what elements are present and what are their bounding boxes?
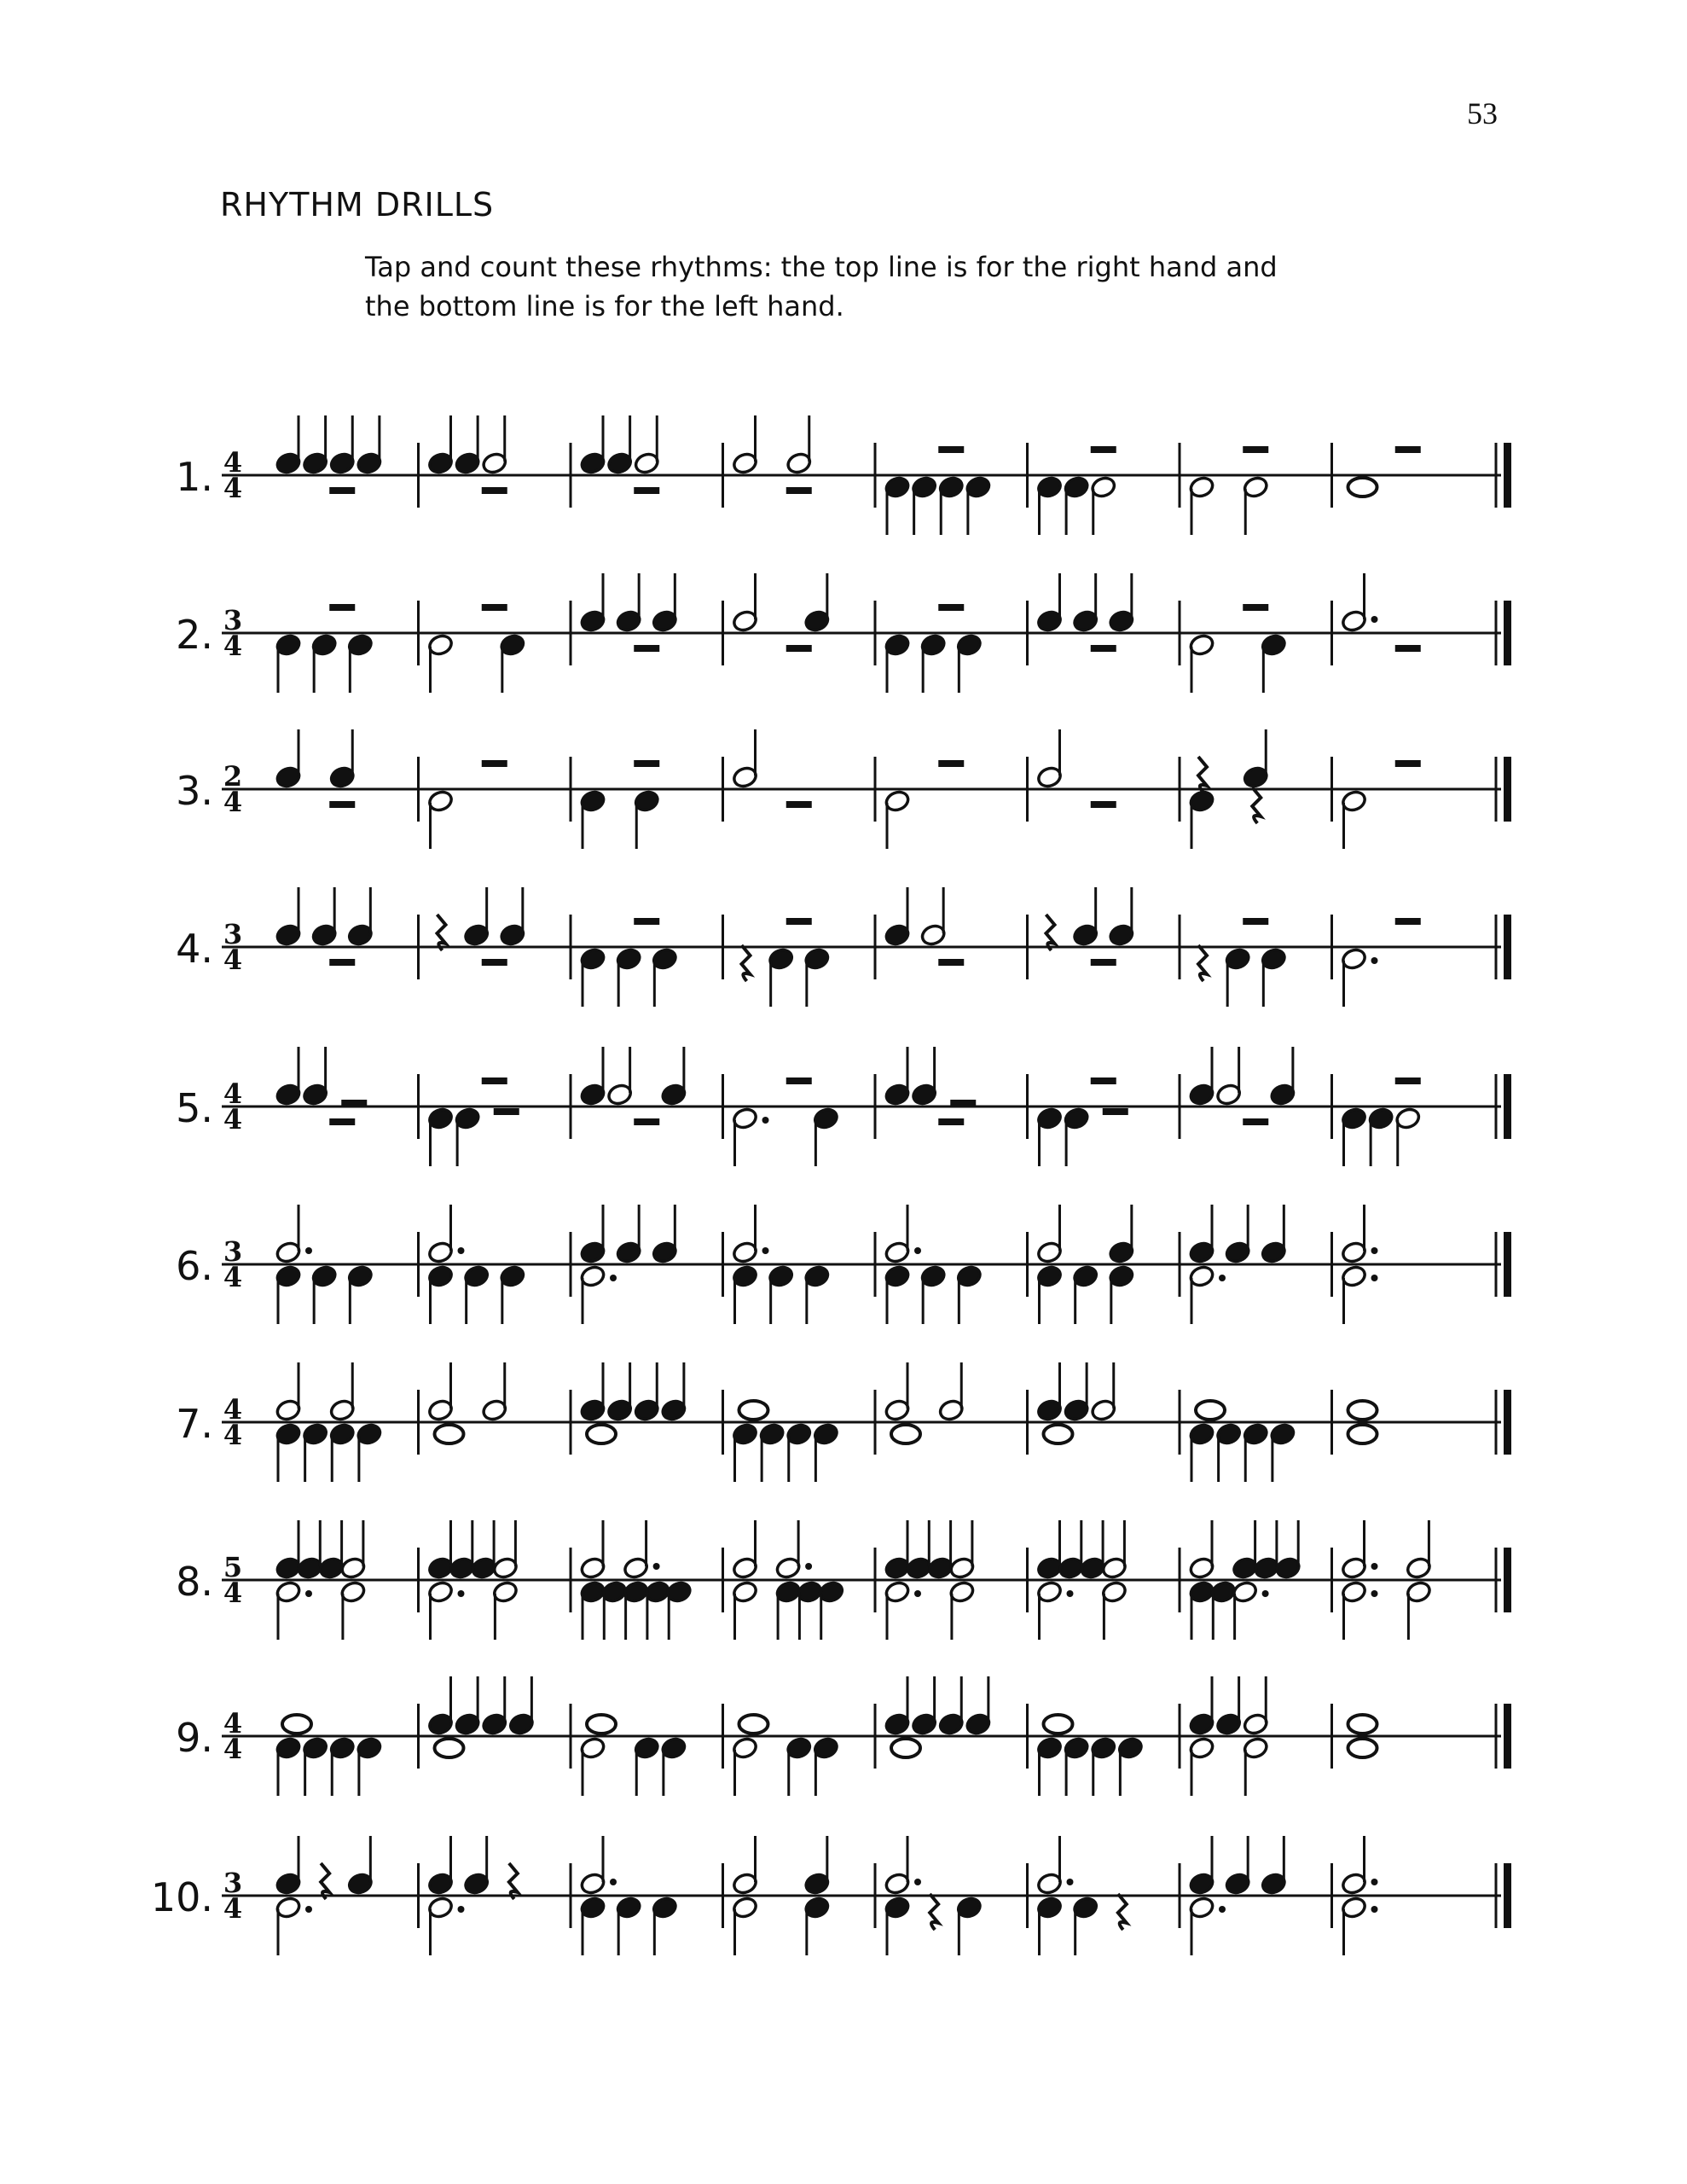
measure xyxy=(1332,573,1421,665)
drill-row xyxy=(176,729,1511,849)
drill-number: 4. xyxy=(176,926,213,972)
final-barline-thick xyxy=(1504,443,1511,508)
bottom-whole-note xyxy=(1348,478,1377,497)
drill-number: 3. xyxy=(176,768,213,814)
measure xyxy=(723,729,812,822)
top-whole-note xyxy=(1348,1715,1377,1734)
measure xyxy=(1028,1074,1128,1166)
measure xyxy=(1332,1074,1422,1166)
bottom-augmentation-dot xyxy=(1371,1906,1378,1913)
bottom-whole-rest xyxy=(786,487,812,494)
time-signature-top: 5 xyxy=(223,1551,243,1583)
final-barline-thick xyxy=(1504,1232,1511,1297)
bottom-augmentation-dot xyxy=(305,1906,312,1913)
bottom-whole-rest xyxy=(329,487,355,494)
time-signature-top: 3 xyxy=(223,1867,243,1899)
top-whole-rest xyxy=(1243,446,1268,453)
top-whole-note xyxy=(587,1715,616,1734)
drill-number: 1. xyxy=(176,454,213,500)
final-barline-thick xyxy=(1504,1704,1511,1769)
bottom-augmentation-dot xyxy=(1219,1906,1226,1913)
time-signature-top: 3 xyxy=(223,604,243,636)
drill-row xyxy=(176,1205,1511,1324)
top-quarter-rest xyxy=(1198,757,1207,793)
top-augmentation-dot xyxy=(610,1879,617,1885)
bottom-whole-rest xyxy=(482,959,507,966)
drill-row xyxy=(176,1676,1511,1796)
top-whole-rest xyxy=(938,760,964,767)
bottom-augmentation-dot xyxy=(305,1590,312,1597)
drill-number: 7. xyxy=(176,1401,213,1447)
instructions-line-1: Tap and count these rhythms: the top line is for the right hand and xyxy=(365,251,1278,283)
top-quarter-rest xyxy=(321,1863,329,1899)
bottom-whole-rest xyxy=(938,959,964,966)
final-barline-thick xyxy=(1504,915,1511,979)
top-quarter-rest xyxy=(509,1863,518,1899)
measure xyxy=(1028,573,1135,665)
drill-number: 9. xyxy=(176,1715,213,1761)
time-signature-bottom: 4 xyxy=(223,630,243,662)
measure xyxy=(571,1704,687,1796)
bottom-augmentation-dot xyxy=(1371,1275,1378,1281)
bottom-whole-rest xyxy=(329,801,355,808)
top-whole-note xyxy=(1348,1401,1377,1420)
bottom-quarter-rest xyxy=(1252,787,1261,823)
time-signature-bottom: 4 xyxy=(223,1103,243,1136)
top-augmentation-dot xyxy=(914,1879,921,1885)
measure xyxy=(1180,443,1269,535)
measure xyxy=(1028,443,1117,535)
measure xyxy=(275,887,374,966)
measure xyxy=(1028,1362,1117,1455)
instructions-line-2: the bottom line is for the left hand. xyxy=(365,290,844,322)
top-whole-rest xyxy=(482,760,507,767)
top-augmentation-dot xyxy=(762,1247,769,1254)
measure xyxy=(571,757,660,849)
bottom-augmentation-dot xyxy=(458,1906,465,1913)
bottom-whole-rest xyxy=(329,1118,355,1125)
drill-row xyxy=(176,573,1511,693)
measure xyxy=(875,757,964,849)
top-whole-rest xyxy=(1091,446,1116,453)
time-signature-bottom: 4 xyxy=(223,1261,243,1293)
measure xyxy=(571,573,678,665)
bottom-augmentation-dot xyxy=(1371,957,1378,964)
measure xyxy=(723,415,813,508)
bottom-whole-rest xyxy=(1091,959,1116,966)
time-signature-bottom: 4 xyxy=(223,944,243,976)
measure xyxy=(723,915,831,1007)
bottom-half-rest xyxy=(494,1108,519,1115)
bottom-whole-note xyxy=(1044,1425,1073,1443)
drill-row xyxy=(151,1836,1511,1955)
bottom-augmentation-dot xyxy=(1067,1590,1074,1597)
measure xyxy=(875,887,964,979)
drill-row xyxy=(176,415,1511,535)
measure xyxy=(571,915,678,1007)
measure xyxy=(275,604,374,693)
measure xyxy=(875,1676,992,1769)
bottom-whole-rest xyxy=(786,801,812,808)
time-signature-top: 2 xyxy=(223,760,243,793)
top-whole-rest xyxy=(634,918,659,925)
final-barline-thick xyxy=(1504,757,1511,822)
bottom-augmentation-dot xyxy=(1262,1590,1269,1597)
drill-row xyxy=(176,1362,1511,1482)
time-signature-top: 4 xyxy=(223,1077,243,1110)
bottom-quarter-rest xyxy=(1198,945,1207,981)
time-signature-bottom: 4 xyxy=(223,1892,243,1925)
measure xyxy=(875,601,983,693)
top-whole-note xyxy=(282,1715,311,1734)
bottom-whole-rest xyxy=(1395,645,1421,652)
top-whole-rest xyxy=(786,918,812,925)
measure xyxy=(419,757,507,849)
top-whole-rest xyxy=(329,604,355,611)
top-whole-rest xyxy=(1243,918,1268,925)
time-signature-bottom: 4 xyxy=(223,472,243,504)
bottom-whole-rest xyxy=(1243,1118,1268,1125)
measure xyxy=(875,1362,965,1455)
top-augmentation-dot xyxy=(458,1247,465,1254)
drill-number: 10. xyxy=(150,1874,213,1920)
measure xyxy=(1180,601,1287,693)
bottom-quarter-rest xyxy=(742,945,751,981)
top-augmentation-dot xyxy=(1371,1879,1378,1885)
top-augmentation-dot xyxy=(305,1247,312,1254)
top-whole-note xyxy=(1044,1715,1073,1734)
measure xyxy=(419,1074,519,1166)
bottom-whole-rest xyxy=(1091,801,1116,808)
bottom-quarter-rest xyxy=(1118,1894,1127,1930)
time-signature-bottom: 4 xyxy=(223,1577,243,1609)
bottom-half-rest xyxy=(1103,1108,1128,1115)
section-title: RHYTHM DRILLS xyxy=(220,186,495,224)
top-whole-rest xyxy=(1395,1077,1421,1084)
top-augmentation-dot xyxy=(1371,1247,1378,1254)
bottom-augmentation-dot xyxy=(1219,1275,1226,1281)
bottom-augmentation-dot xyxy=(914,1590,921,1597)
measure xyxy=(571,1047,687,1139)
top-whole-rest xyxy=(1395,760,1421,767)
measure xyxy=(419,887,526,979)
measure xyxy=(571,1362,687,1455)
time-signature-bottom: 4 xyxy=(223,1733,243,1765)
time-signature-top: 4 xyxy=(223,1393,243,1426)
drill-number: 8. xyxy=(176,1559,213,1605)
bottom-whole-note xyxy=(435,1739,464,1757)
bottom-whole-note xyxy=(1348,1425,1377,1443)
bottom-augmentation-dot xyxy=(610,1275,617,1281)
drill-number: 6. xyxy=(176,1243,213,1289)
drill-number: 5. xyxy=(176,1085,213,1131)
bottom-whole-rest xyxy=(634,1118,659,1125)
measure xyxy=(1028,1704,1145,1796)
measure xyxy=(1028,887,1135,979)
top-whole-rest xyxy=(938,446,964,453)
top-whole-rest xyxy=(1395,918,1421,925)
measure xyxy=(571,415,660,508)
measure xyxy=(275,1715,382,1796)
measure xyxy=(1180,915,1287,1007)
bottom-whole-rest xyxy=(634,487,659,494)
top-whole-rest xyxy=(786,1077,812,1084)
bottom-quarter-rest xyxy=(930,1894,938,1930)
measure xyxy=(419,415,508,508)
measure xyxy=(419,601,526,693)
final-barline-thick xyxy=(1504,1863,1511,1928)
bottom-whole-note xyxy=(587,1425,616,1443)
drill-number: 2. xyxy=(176,612,213,658)
top-quarter-rest xyxy=(438,915,446,950)
measure xyxy=(723,1074,840,1166)
measure xyxy=(1180,1390,1296,1482)
bottom-whole-rest xyxy=(482,487,507,494)
bottom-augmentation-dot xyxy=(1371,1590,1378,1597)
bottom-augmentation-dot xyxy=(762,1117,769,1124)
top-augmentation-dot xyxy=(653,1563,660,1570)
bottom-augmentation-dot xyxy=(458,1590,465,1597)
bottom-whole-note xyxy=(891,1425,920,1443)
measure xyxy=(275,1047,367,1125)
top-whole-note xyxy=(1196,1401,1225,1420)
final-barline-thick xyxy=(1504,601,1511,665)
drill-row xyxy=(176,1047,1511,1166)
top-augmentation-dot xyxy=(1067,1879,1074,1885)
final-barline-thick xyxy=(1504,1390,1511,1455)
top-whole-note xyxy=(739,1715,768,1734)
top-whole-rest xyxy=(482,604,507,611)
top-whole-rest xyxy=(634,760,659,767)
measure xyxy=(723,1704,840,1796)
bottom-whole-rest xyxy=(634,645,659,652)
drill-row xyxy=(176,1520,1511,1640)
measure xyxy=(275,415,382,494)
drill-row xyxy=(176,887,1511,1007)
measure xyxy=(875,443,992,535)
top-whole-note xyxy=(739,1401,768,1420)
measure xyxy=(275,729,356,808)
measure xyxy=(875,1047,976,1139)
top-augmentation-dot xyxy=(914,1247,921,1254)
final-barline-thick xyxy=(1504,1548,1511,1612)
top-augmentation-dot xyxy=(1371,1563,1378,1570)
bottom-whole-rest xyxy=(329,959,355,966)
bottom-whole-note xyxy=(435,1425,464,1443)
measure xyxy=(1332,757,1421,849)
measure xyxy=(723,573,831,665)
time-signature-top: 3 xyxy=(223,1235,243,1268)
time-signature-top: 3 xyxy=(223,918,243,950)
measure xyxy=(723,1390,840,1482)
bottom-whole-rest xyxy=(786,645,812,652)
measure xyxy=(1028,729,1116,822)
measure xyxy=(1180,1047,1296,1139)
top-quarter-rest xyxy=(1046,915,1055,950)
top-augmentation-dot xyxy=(1371,616,1378,623)
bottom-whole-rest xyxy=(1091,645,1116,652)
bottom-whole-note xyxy=(891,1739,920,1757)
time-signature-bottom: 4 xyxy=(223,786,243,818)
final-barline-thick xyxy=(1504,1074,1511,1139)
top-whole-rest xyxy=(1243,604,1268,611)
page-number: 53 xyxy=(1467,96,1498,131)
time-signature-top: 4 xyxy=(223,1707,243,1740)
bottom-whole-rest xyxy=(938,1118,964,1125)
top-augmentation-dot xyxy=(805,1563,812,1570)
time-signature-top: 4 xyxy=(223,446,243,479)
top-whole-rest xyxy=(938,604,964,611)
top-whole-rest xyxy=(1395,446,1421,453)
top-half-rest xyxy=(341,1100,367,1107)
measure xyxy=(1332,915,1421,1007)
time-signature-bottom: 4 xyxy=(223,1419,243,1451)
top-half-rest xyxy=(950,1100,976,1107)
top-whole-rest xyxy=(482,1077,507,1084)
measure xyxy=(419,1362,508,1455)
top-whole-rest xyxy=(1091,1077,1116,1084)
measure xyxy=(419,1676,536,1769)
bottom-whole-note xyxy=(1348,1739,1377,1757)
